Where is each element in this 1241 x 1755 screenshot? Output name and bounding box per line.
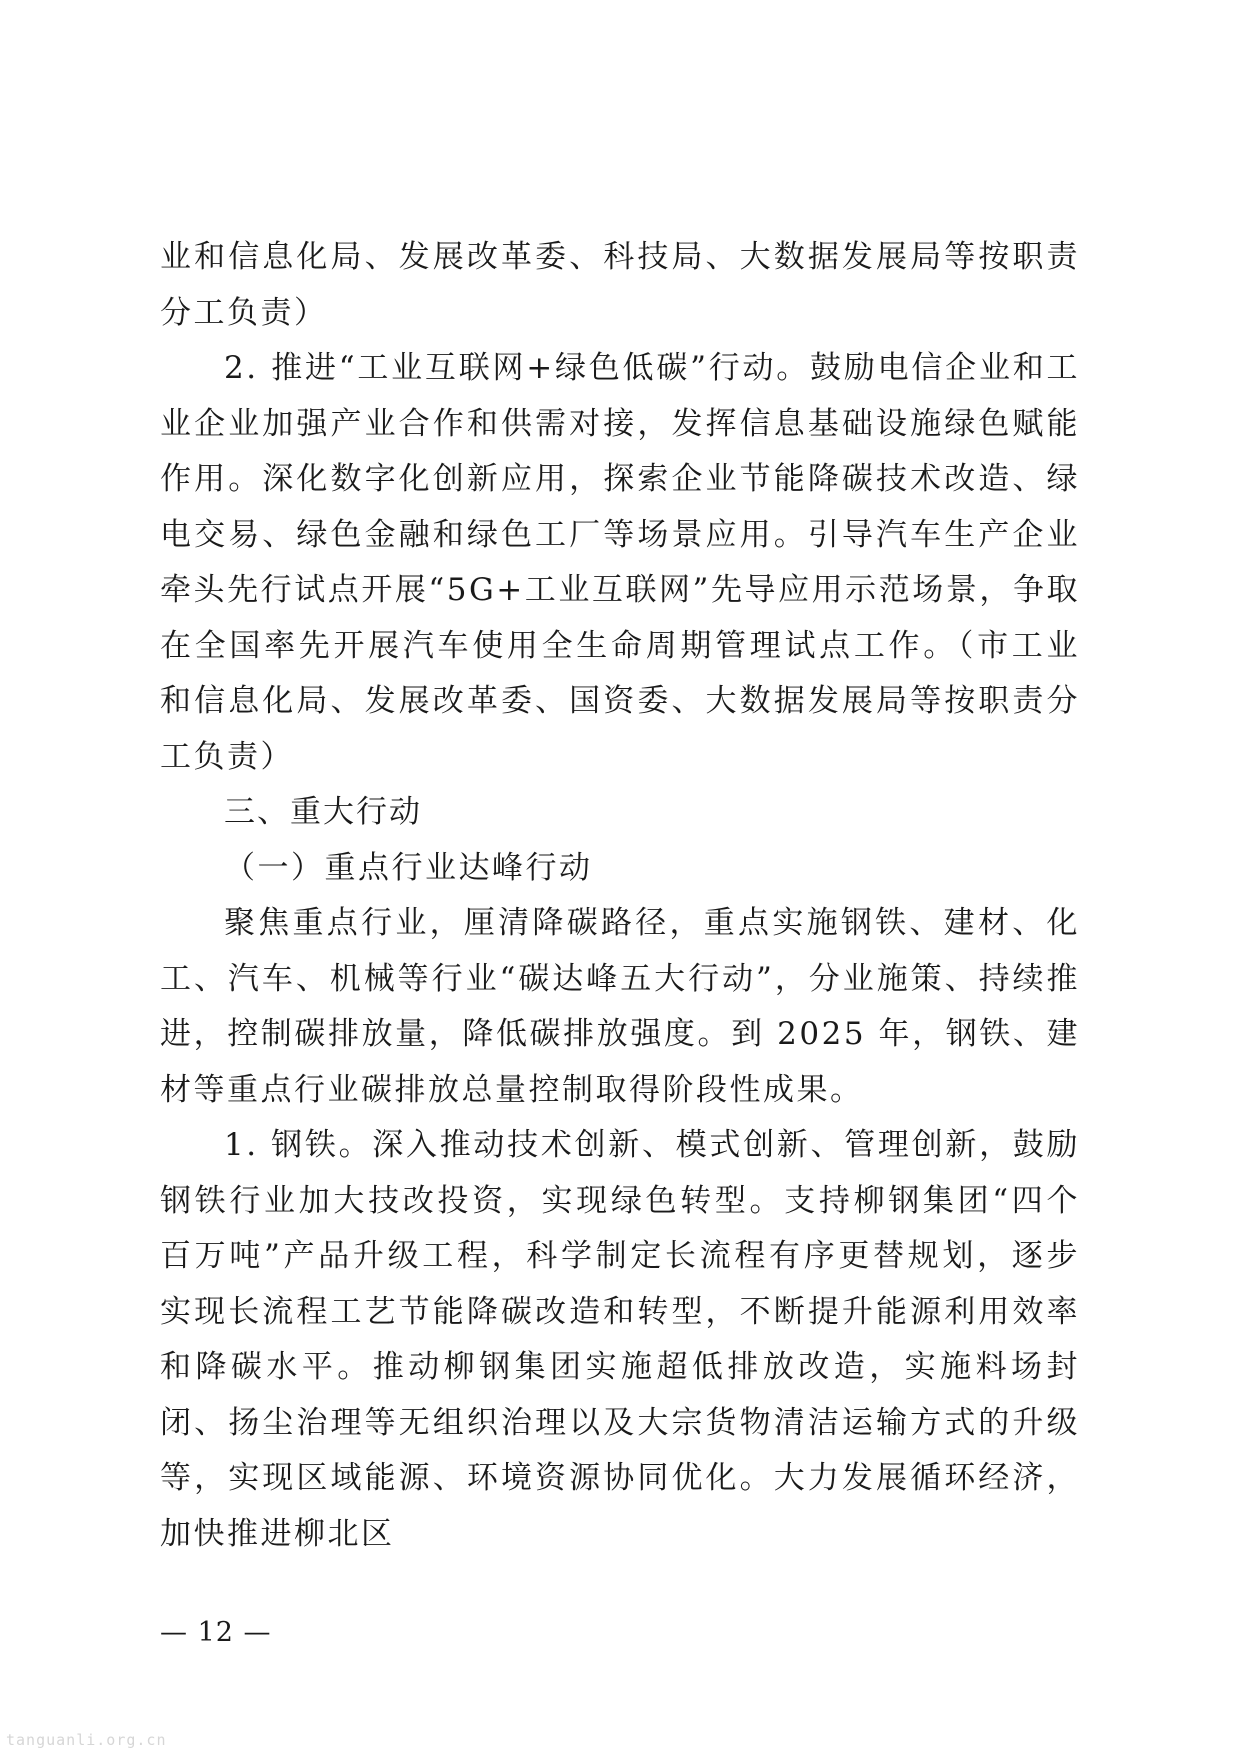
- paragraph-continuation: 业和信息化局、发展改革委、科技局、大数据发展局等按职责分工负责）: [160, 239, 1080, 331]
- paragraph-item-2: 2. 推进“工业互联网+绿色低碳”行动。鼓励电信企业和工业企业加强产业合作和供需对接，发挥信息基础设施绿色赋能作用。深化数字化创新应用，探索企业节能降碳技术改造、绿电交易、绿色金融和绿色工厂等场景应用。引导汽车生产企业牵头先行试点开展“5G+工业互联网”先导应用示范场景，争取在全国率先开展汽车使用全生命周期管理试点工作。（市工业和信息化局、发展改革委、国资委、大数据发展局等按职责分工负责）: [160, 350, 1080, 775]
- body-text: [160, 230, 1080, 1562]
- section-heading: 三、重大行动: [224, 794, 422, 830]
- watermark: tanguanli.org.cn: [6, 1731, 167, 1749]
- page-number: — 12 —: [160, 1617, 272, 1648]
- paragraph-item-1: 1. 钢铁。深入推动技术创新、模式创新、管理创新，鼓励钢铁行业加大技改投资，实现绿色转型。支持柳钢集团“四个百万吨”产品升级工程，科学制定长流程有序更替规划，逐步实现长流程工艺节能降碳改造和转型，不断提升能源利用效率和降碳水平。推动柳钢集团实施超低排放改造，实施料场封闭、扬尘治理等无组织治理以及大宗货物清洁运输方式的升级等，实现区域能源、环境资源协同优化。大力发展循环经济，加快推进柳北区: [160, 1127, 1080, 1552]
- paragraph-intro: 聚焦重点行业，厘清降碳路径，重点实施钢铁、建材、化工、汽车、机械等行业“碳达峰五大行动”，分业施策、持续推进，控制碳排放量，降低碳排放强度。到 2025 年，钢铁、建材等重点行业碳排放总量控制取得阶段性成果。: [160, 905, 1080, 1108]
- subsection-heading: （一）重点行业达峰行动: [224, 849, 593, 886]
